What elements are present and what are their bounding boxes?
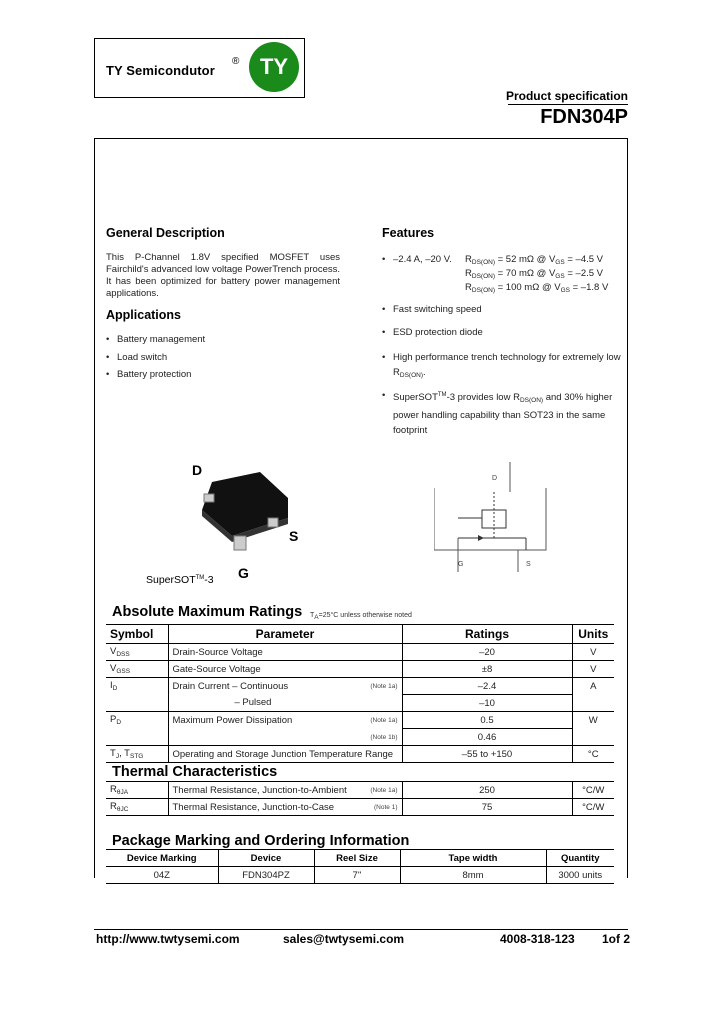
feature-item [382, 254, 622, 304]
schem-g-label: G [458, 561, 464, 568]
rds-line: $R_{DS(ON)} = 100$ mΩ @ $V_{GS} = -1.8$ V [465, 282, 609, 294]
general-description-text: This P-Channel 1.8V specified MOSFET uses Fairchild's advanced low voltage PowerTrench process. It has been optimized for battery power management applications. [106, 252, 340, 299]
company-name: TY Semicondutor [106, 63, 215, 78]
footer-divider [94, 929, 628, 930]
rds-line: $R_{DS(ON)} = 52$ mΩ @ $V_{GS} = -4.5$ V [465, 254, 603, 266]
part-number: FDN304P [540, 106, 628, 128]
footer-phone: 4008-318-123 [500, 932, 575, 946]
features-list [382, 254, 622, 438]
table-header-row [106, 625, 614, 644]
table-row: $R_{\theta JC}$ Thermal Resistance, Junction-to-Case (Note 1) 75 °C/W [106, 799, 614, 816]
pin-g-label: G [238, 565, 249, 581]
feature-item: • ESD protection diode [382, 327, 622, 350]
ordering-table [106, 849, 614, 884]
abs-max-table [106, 624, 614, 763]
col-ratings: Ratings [402, 625, 572, 644]
table-row: $I_D$ Drain Current – Continuous (Note 1a) –2.4 A [106, 678, 614, 695]
feature-item: • Fast switching speed [382, 304, 622, 327]
pin-s-label: S [289, 528, 299, 544]
table-row: 04Z FDN304PZ 7'' 8mm 3000 units [106, 867, 614, 884]
table-row: $V_{GSS}$ Gate-Source Voltage ±8 V [106, 661, 614, 678]
company-logo [249, 42, 299, 92]
ordering-title: Package Marking and Ordering Information [112, 833, 410, 849]
registered-mark: ® [232, 56, 240, 67]
package-drawing [190, 470, 300, 560]
applications-title: Applications [106, 308, 182, 322]
header-divider [508, 104, 628, 105]
col-symbol: Symbol [110, 627, 154, 641]
col-units: Units [572, 625, 614, 644]
table-row: $T_J$, $T_{STG}$ Operating and Storage Junction Temperature Range –55 to +150 °C [106, 746, 614, 763]
table-row: $V_{DSS}$ Drain-Source Voltage –20 V [106, 644, 614, 661]
logo-text: TY [259, 54, 289, 79]
thermal-title: Thermal Characteristics [112, 764, 278, 780]
features-title: Features [382, 226, 435, 240]
abs-max-note: TA=25°C unless otherwise noted [310, 612, 412, 621]
table-row: $R_{\theta JA}$ Thermal Resistance, Junction-to-Ambient (Note 1a) 250 °C/W [106, 782, 614, 799]
general-description-title: General Description [106, 226, 225, 240]
pin-d-label: D [192, 462, 203, 478]
list-item: • Battery management [106, 334, 205, 352]
col-parameter: Parameter [168, 625, 402, 644]
list-item: • Load switch [106, 352, 205, 370]
thermal-table [106, 781, 614, 816]
mosfet-schematic [434, 462, 554, 572]
abs-max-title: Absolute Maximum Ratings [112, 604, 303, 620]
footer-url[interactable]: http://www.twtysemi.com [96, 932, 240, 946]
feature-item: • SuperSOT™-3 provides low $R_{DS(ON)}$ and 30% higher power handling capability than SOT23 in the same footprint [382, 388, 622, 438]
table-header-row: Device Marking Device Reel Size Tape width Quantity [106, 850, 614, 867]
table-row: $P_D$ Maximum Power Dissipation (Note 1a) 0.5 W [106, 712, 614, 729]
feature-item: • High performance trench technology for extremely low $R_{DS(ON)}$. [382, 350, 622, 388]
rds-line: $R_{DS(ON)} = 70$ mΩ @ $V_{GS} = -2.5$ V [465, 268, 603, 280]
spec-label: Product specification [505, 89, 628, 103]
footer-email[interactable]: sales@twtysemi.com [283, 932, 405, 946]
feature-rating: –2.4 A, –20 V. [393, 254, 452, 265]
page-number: 1of 2 [602, 932, 631, 946]
applications-list [106, 334, 205, 387]
package-name: SuperSOT™-3 [146, 574, 214, 586]
schem-s-label: S [526, 561, 531, 568]
list-item: • Battery protection [106, 369, 205, 387]
table-row: (Note 1b) 0.46 [106, 729, 614, 746]
schem-d-label: D [492, 475, 498, 482]
table-row: – Pulsed –10 [106, 695, 614, 712]
